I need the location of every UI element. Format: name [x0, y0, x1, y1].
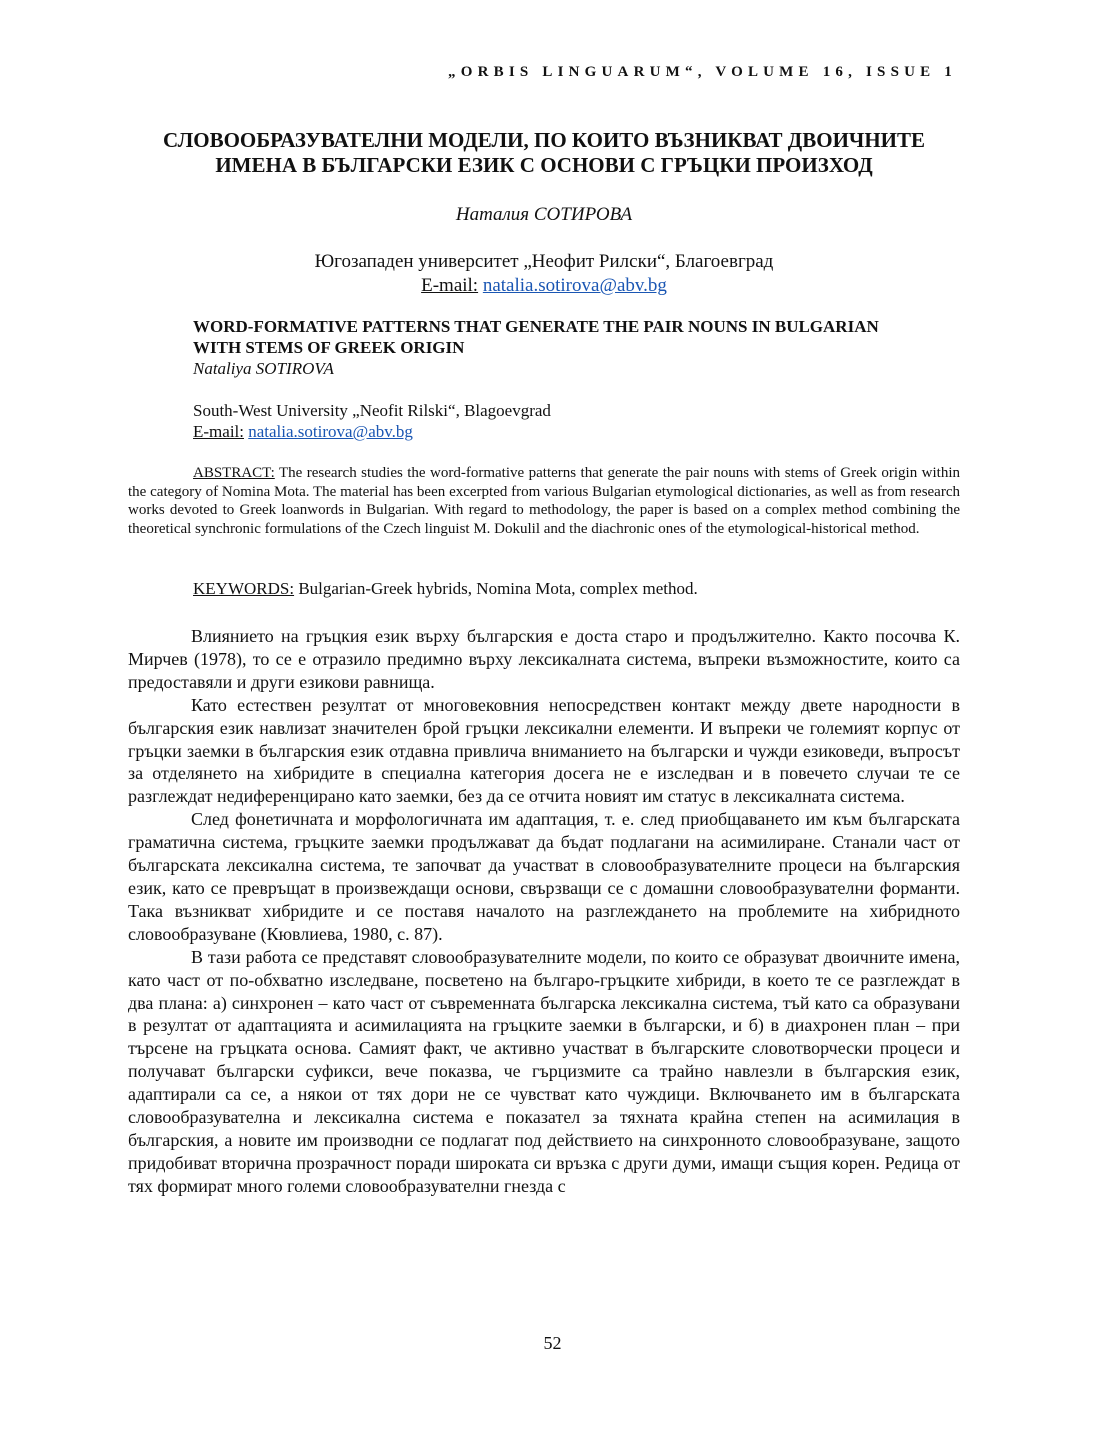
- keywords: [193, 579, 698, 599]
- title-line-1: СЛОВООБРАЗУВАТЕЛНИ МОДЕЛИ, ПО КОИТО ВЪЗНИКВАТ ДВОИЧНИТЕ: [162, 128, 926, 152]
- abstract-text: The research studies the word-formative patterns that generate the pair nouns with stems of Greek origin within the category of Nomina Mota. The material has been excerpted from various Bulgarian etymological dictionaries, as well as from research works devoted to Greek loanwords in Bulgarian. With regard to methodology, the paper is based on a complex method combining the theoretical synchronic formulations of the Czech linguist M. Dokulil and the diachronic ones of the etymological-historical method.: [128, 465, 960, 537]
- keywords-text: Bulgarian-Greek hybrids, Nomina Mota, complex method.: [294, 579, 698, 598]
- body-paragraph: Влиянието на гръцкия език върху българския е доста старо и продължително. Както посочва К. Мирчев (1978), то се е отразило предимно върху лексикалната система, въпреки възможностите, които са предоставяли и други езикови равнища.: [128, 626, 960, 692]
- author-name-en: Nataliya SOTIROVA: [193, 359, 334, 378]
- body-text: [128, 625, 960, 1198]
- article-title-en: [193, 316, 973, 358]
- keywords-label: KEYWORDS:: [193, 579, 295, 598]
- title-line-2: ИМЕНА В БЪЛГАРСКИ ЕЗИК С ОСНОВИ С ГРЪЦКИ ПРОИЗХОД: [215, 153, 873, 177]
- university-bg: Югозападен университет „Неофит Рилски“, Благоевград: [314, 251, 774, 272]
- affiliation-bg: [128, 250, 960, 298]
- abstract-label: ABSTRACT:: [193, 465, 275, 481]
- email-line-en: [193, 421, 973, 442]
- page-number: 52: [543, 1333, 562, 1353]
- body-paragraph: В тази работа се представят словообразувателните модели, по които се образуват двоичните имена, като част от по-обхватно изследване, посветено на българо-гръцките хибриди, в което те се разглеждат в два плана: а) синхронен – като част от съвременната българска лексикална система, тъй като са образувани в резултат от адаптацията и асимилацията на гръцките заемки в български, и б) в диахронен план – при търсене на гръцката основа. Самият факт, че активно участват в българските словотворчески процеси и получават български суфикси, вече показва, че гърцизмите са трайно навлезли в българския език, адаптирали са се, а някои от тях дори не се чувстват като чуждици. Включването им в българската словообразувателна и лексикална система е показател за тяхната крайна степен на асимилация в българския, а новите им производни се подлагат под действието на синхронното словообразуване, защото придобиват вторична прозрачност поради широката си връзка с други думи, имащи същия корен. Редица от тях формират много големи словообразувателни гнезда с: [128, 946, 960, 1196]
- title-en-line-2: WITH STEMS OF GREEK ORIGIN: [193, 338, 465, 357]
- body-paragraph: Като естествен резултат от многовековния непосредствен контакт между двете народности в българския език навлизат значителен брой гръцки лексикални елементи. И въпреки че големият корпус от гръцки заемки в българския език отдавна привлича вниманието на български и чужди езиковеди, въпросът за отделянето на хибридите в специална категория досега не е изследван и в повечето случаи те се разглеждат недиференцирано като заемки, без да се отчита новият им статус в лексикалната система.: [128, 694, 960, 807]
- email-line-bg: [128, 274, 960, 298]
- email-link[interactable]: natalia.sotirova@abv.bg: [482, 275, 667, 296]
- abstract: [128, 464, 960, 538]
- email-link[interactable]: natalia.sotirova@abv.bg: [248, 422, 413, 441]
- author-name-bg: Наталия СОТИРОВА: [455, 204, 633, 225]
- university-en: South-West University „Neofit Rilski“, Blagoevgrad: [193, 401, 551, 420]
- email-label: E-mail:: [421, 275, 479, 296]
- running-head: „ORBIS LINGUARUM“, VOLUME 16, ISSUE 1: [448, 64, 957, 80]
- body-paragraph: След фонетичната и морфологичната им адаптация, т. е. след приобщаването им към българската граматична система, гръцките заемки продължават да бъдат подлагани на асимилиране. Станали част от българската лексикална система, те започват да участват в словообразувателните процеси на българския език, като се превръщат в произвеждащи основи, свързващи се с домашни словообразувателни форманти. Така възникват хибридите и се поставя началото на разглеждането на проблемите на хибридното словообразуване (Кювлиева, 1980, с. 87).: [128, 809, 960, 944]
- title-en-line-1: WORD-FORMATIVE PATTERNS THAT GENERATE THE PAIR NOUNS IN BULGARIAN: [193, 317, 879, 336]
- email-label: E-mail:: [193, 422, 244, 441]
- article-title-bg: [128, 128, 960, 178]
- affiliation-en: [193, 400, 973, 442]
